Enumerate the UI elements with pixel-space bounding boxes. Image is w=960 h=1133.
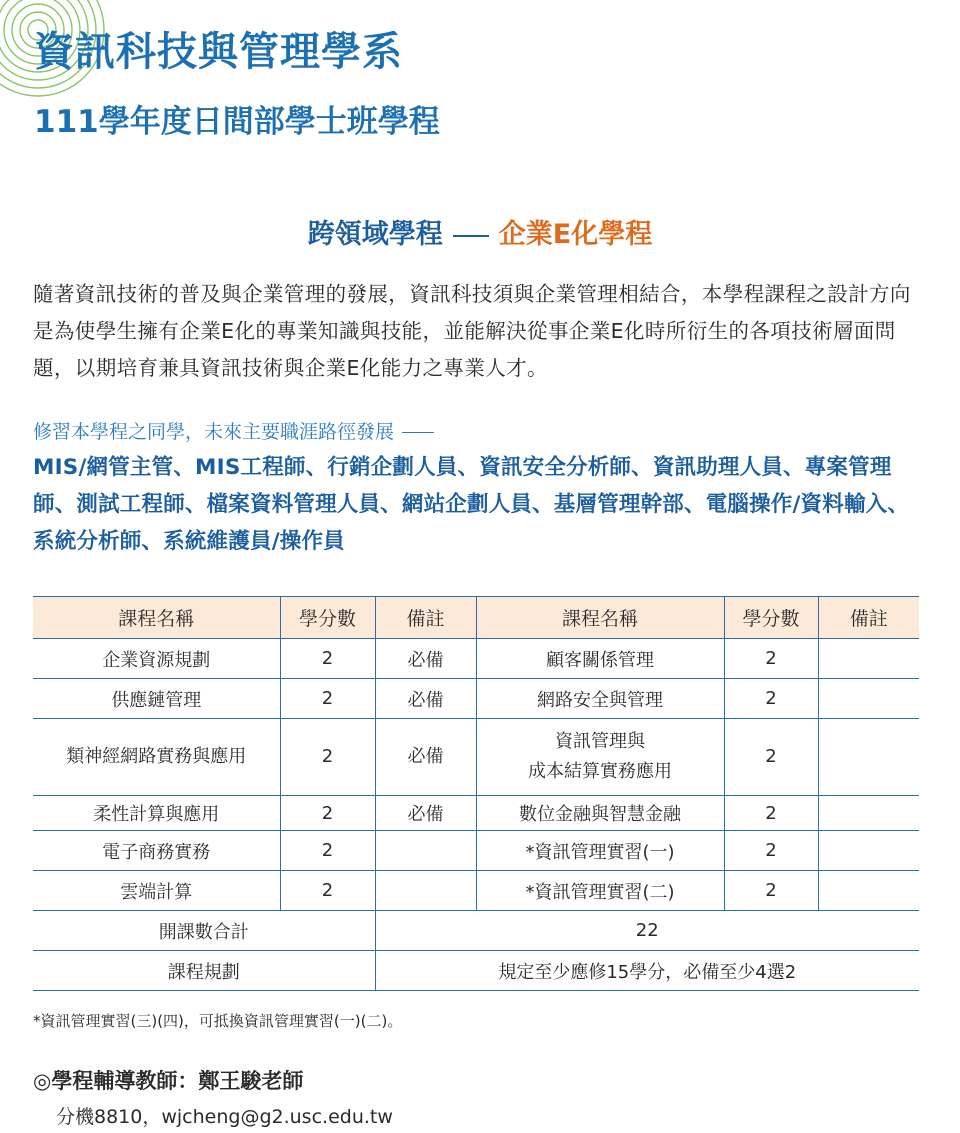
course-name: 供應鏈管理 [33, 679, 280, 719]
course-note: 必備 [375, 796, 476, 831]
course-credits: 2 [280, 796, 375, 831]
contact-info: 分機8810，wjcheng@g2.usc.edu.tw [56, 1106, 393, 1128]
course-credits: 2 [280, 871, 375, 911]
plan-label: 課程規劃 [33, 951, 375, 991]
course-note: 必備 [375, 719, 476, 796]
total-label: 開課數合計 [33, 911, 375, 951]
course-credits: 2 [724, 871, 818, 911]
course-name: 網路安全與管理 [476, 679, 724, 719]
course-note [375, 831, 476, 871]
table-row [33, 871, 919, 911]
department-title: 資訊科技與管理學系 [34, 29, 403, 75]
course-table [33, 596, 919, 991]
course-name [476, 719, 724, 796]
course-note: 必備 [375, 679, 476, 719]
career-lead-text: 修習本學程之同學，未來主要職涯路徑發展 [33, 421, 395, 443]
course-name-line-1: 資訊管理與 [555, 731, 645, 752]
course-name: *資訊管理實習(二) [476, 871, 724, 911]
total-value: 22 [375, 911, 919, 951]
program-heading [0, 212, 960, 251]
career-paths: MIS/網管主管、MIS工程師、行銷企劃人員、資訊安全分析師、資訊助理人員、專案管理師、測試工程師、檔案資料管理人員、網站企劃人員、基層管理幹部、電腦操作/資料輸入、系統分析師、系統維護員/操作員 [33, 455, 910, 554]
course-credits: 2 [280, 719, 375, 796]
header-note: 備註 [375, 597, 476, 639]
heading-dash [453, 235, 489, 237]
course-name: 顧客關係管理 [476, 639, 724, 679]
program-introduction: 隨著資訊技術的普及與企業管理的發展，資訊科技須與企業管理相結合，本學程課程之設計方向是為使學生擁有企業E化的專業知識與技能，並能解決從事企業E化時所衍生的各項技術層面問題，以期培育兼具資訊技術與企業E化能力之專業人才。 [33, 282, 911, 380]
career-lead [33, 417, 434, 444]
course-note: 必備 [375, 639, 476, 679]
course-name: 雲端計算 [33, 871, 280, 911]
course-note [818, 639, 919, 679]
course-credits: 2 [724, 679, 818, 719]
course-credits: 2 [280, 831, 375, 871]
course-credits: 2 [724, 719, 818, 796]
plan-row [33, 951, 919, 991]
course-name: 電子商務實務 [33, 831, 280, 871]
total-row [33, 911, 919, 951]
course-name: 數位金融與智慧金融 [476, 796, 724, 831]
course-note [375, 871, 476, 911]
table-row [33, 639, 919, 679]
footnote: *資訊管理實習(三)(四)，可抵換資訊管理實習(一)(二)。 [33, 1012, 403, 1030]
header-note: 備註 [818, 597, 919, 639]
program-year-subtitle: 111學年度日間部學士班學程 [34, 104, 440, 140]
course-note [818, 796, 919, 831]
table-header-row [33, 597, 919, 639]
course-note [818, 679, 919, 719]
lead-dash [402, 432, 434, 433]
header-course-name: 課程名稱 [476, 597, 724, 639]
course-name: 企業資源規劃 [33, 639, 280, 679]
course-credits: 2 [724, 639, 818, 679]
course-note [818, 871, 919, 911]
header-course-name: 課程名稱 [33, 597, 280, 639]
course-name: 柔性計算與應用 [33, 796, 280, 831]
table-row [33, 796, 919, 831]
table-row [33, 831, 919, 871]
plan-value: 規定至少應修15學分，必備至少4選2 [375, 951, 919, 991]
course-credits: 2 [280, 639, 375, 679]
header-credits: 學分數 [280, 597, 375, 639]
header-credits: 學分數 [724, 597, 818, 639]
course-name: 類神經網路實務與應用 [33, 719, 280, 796]
advisor: ◎學程輔導教師：鄭王駿老師 [33, 1069, 304, 1093]
course-credits: 2 [724, 796, 818, 831]
table-row [33, 719, 919, 796]
course-note [818, 831, 919, 871]
course-credits: 2 [280, 679, 375, 719]
program-name: 企業E化學程 [498, 219, 653, 250]
table-row [33, 679, 919, 719]
course-credits: 2 [724, 831, 818, 871]
course-note [818, 719, 919, 796]
course-name-line-2: 成本結算實務應用 [528, 761, 672, 782]
program-category: 跨領域學程 [307, 219, 443, 250]
course-name: *資訊管理實習(一) [476, 831, 724, 871]
